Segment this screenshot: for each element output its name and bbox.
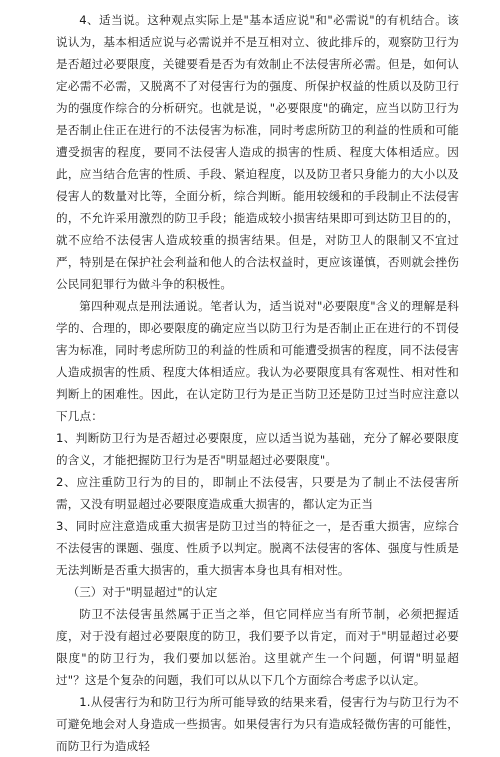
paragraph-obvious-excess: 防卫不法侵害虽然属于正当之举，但它同样应当有所节制，必须把握适度，对于没有超过必要限度的防卫，我们要予以肯定，而对于"明显超过必要限度"的防卫行为，我们要加以惩治。这里就产生一个问题，何谓"明显超过"？这是个复杂的问题，我们可以从以下几个方面综合考虑予以认定。	[56, 607, 459, 687]
paragraph-appropriate-view: 4、适当说。这种观点实际上是"基本适应说"和"必需说"的有机结合。该说认为，基本相适应说与必需说并不是互相对立、彼此排斥的，观察防卫行为是否超过必要限度，关键要看是否为有效制止不法侵害所必需。但是，如何认定必需不必需，又脱离不了对侵害行为的强度、所保护权益的性质以及防卫行为的强度作综合的分析研究。也就是说，"必要限度"的确定，应当以防卫行为是否制止住正在进行的不法侵害为标准，同时考虑所防卫的利益的性质和可能遭受损害的程度，要同不法侵害人造成的损害的性质、程度大体相适应。因此，应当结合危害的性质、手段、紧迫程度，以及防卫者只身能力的大小以及侵害人的数量对比等，全面分析，综合判断。能用较缓和的手段制止不法侵害的，不允许采用激烈的防卫手段；能造成较小损害结果即可到达防卫目的的，就不应给不法侵害人造成较重的损害结果。但是，对防卫人的限制又不宜过严，特别是在保护社会利益和他人的合法权益时，更应该谨慎，否则就会挫伤公民同犯罪行为做斗争的积极性。	[56, 13, 459, 291]
paragraph-item-1: 1.从侵害行为和防卫行为所可能导致的结果来看，侵害行为与防卫行为不可避免地会对人身造成一些损害。如果侵害行为只有造成轻微伤害的可能性，而防卫行为造成轻	[56, 695, 459, 753]
list-item-point-1: 1、判断防卫行为是否超过必要限度，应以适当说为基础，充分了解必要限度的含义，才能把握防卫行为是否"明显超过必要限度"。	[56, 431, 459, 467]
section-heading: （三）对于"明显超过"的认定	[67, 585, 218, 599]
list-item-point-2: 2、应注重防卫行为的目的，即制止不法侵害，只要是为了制止不法侵害所需，又没有明显超过必要限度造成重大损害的，都认定为正当	[56, 475, 459, 511]
paragraph-author-view: 第四种观点是刑法通说。笔者认为，适当说对"必要限度"含义的理解是科学的、合理的，即必要限度的确定应当以防卫行为是否制止正在进行的不罚侵害为标准，同时考虑所防卫的利益的性质和可能遭受损害的程度，同不法侵害人造成损害的性质、程度大体相适应。我认为必要限度具有客观性、相对性和判断上的困难性。因此，在认定防卫行为是正当防卫还是防卫过当时应注意以下几点：	[56, 299, 459, 423]
list-item-point-3: 3、同时应注意造成重大损害是防卫过当的特征之一，是否重大损害，应综合不法侵害的课题、强度、性质予以判定。脱离不法侵害的客体、强度与性质是无法判断是否重大损害的，重大损害本身也具有相对性。	[56, 519, 459, 577]
